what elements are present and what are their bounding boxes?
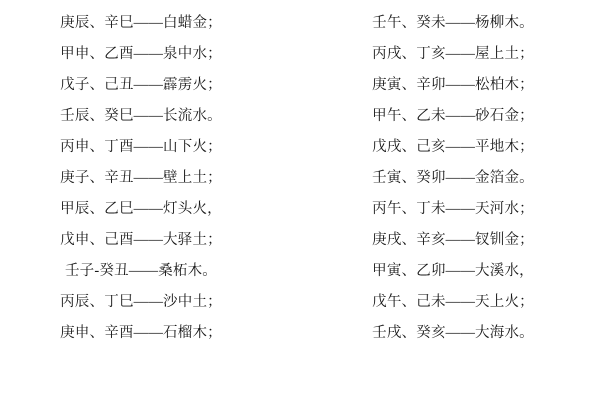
table-cell-left: 丙辰、丁巳——沙中土； (60, 294, 222, 310)
table-cell-right: 丙戌、丁亥——屋上土； (372, 46, 534, 62)
table-cell-left: 庚子、辛丑——壁上土； (60, 170, 222, 186)
table-row (0, 318, 600, 349)
table-row (0, 8, 600, 39)
table-row (0, 256, 600, 287)
table-cell-left: 壬子-癸丑——桑柘木。 (64, 263, 218, 279)
table-cell-right: 戊戌、己亥——平地木； (372, 139, 534, 155)
table-cell-left: 戊子、己丑——霹雳火； (60, 77, 222, 93)
table-cell-left: 戊申、己酉——大驿土； (60, 232, 222, 248)
table-row (0, 287, 600, 318)
table-row (0, 39, 600, 70)
table-cell-left: 甲申、乙酉——泉中水； (60, 46, 222, 62)
table-cell-right: 甲午、乙未——砂石金； (372, 108, 534, 124)
table-cell-left: 甲辰、乙巳——灯头火， (60, 201, 222, 217)
table-row (0, 225, 600, 256)
table-cell-right: 庚寅、辛卯——松柏木； (372, 77, 534, 93)
table-cell-right: 壬寅、癸卯——金箔金。 (372, 170, 534, 186)
table-cell-right: 壬戌、癸亥——大海水。 (372, 325, 534, 341)
table-cell-right: 丙午、丁未——天河水； (372, 201, 534, 217)
table-cell-left: 庚辰、辛巳——白蜡金； (60, 15, 222, 31)
wuxing-nayin-table (0, 8, 600, 380)
table-row (0, 132, 600, 163)
table-row (0, 163, 600, 194)
table-row (0, 194, 600, 225)
table-row (0, 70, 600, 101)
table-cell-right: 庚戌、辛亥——钗钏金； (372, 232, 534, 248)
table-cell-right: 壬午、癸未——杨柳木。 (372, 15, 534, 31)
table-cell-left: 壬辰、癸巳——长流水。 (60, 108, 222, 124)
table-row (0, 101, 600, 132)
table-cell-left: 丙申、丁酉——山下火； (60, 139, 222, 155)
table-cell-right: 甲寅、乙卯——大溪水， (372, 263, 534, 279)
table-cell-right: 戊午、己未——天上火； (372, 294, 534, 310)
table-cell-left: 庚申、辛酉——石榴木； (60, 325, 222, 341)
